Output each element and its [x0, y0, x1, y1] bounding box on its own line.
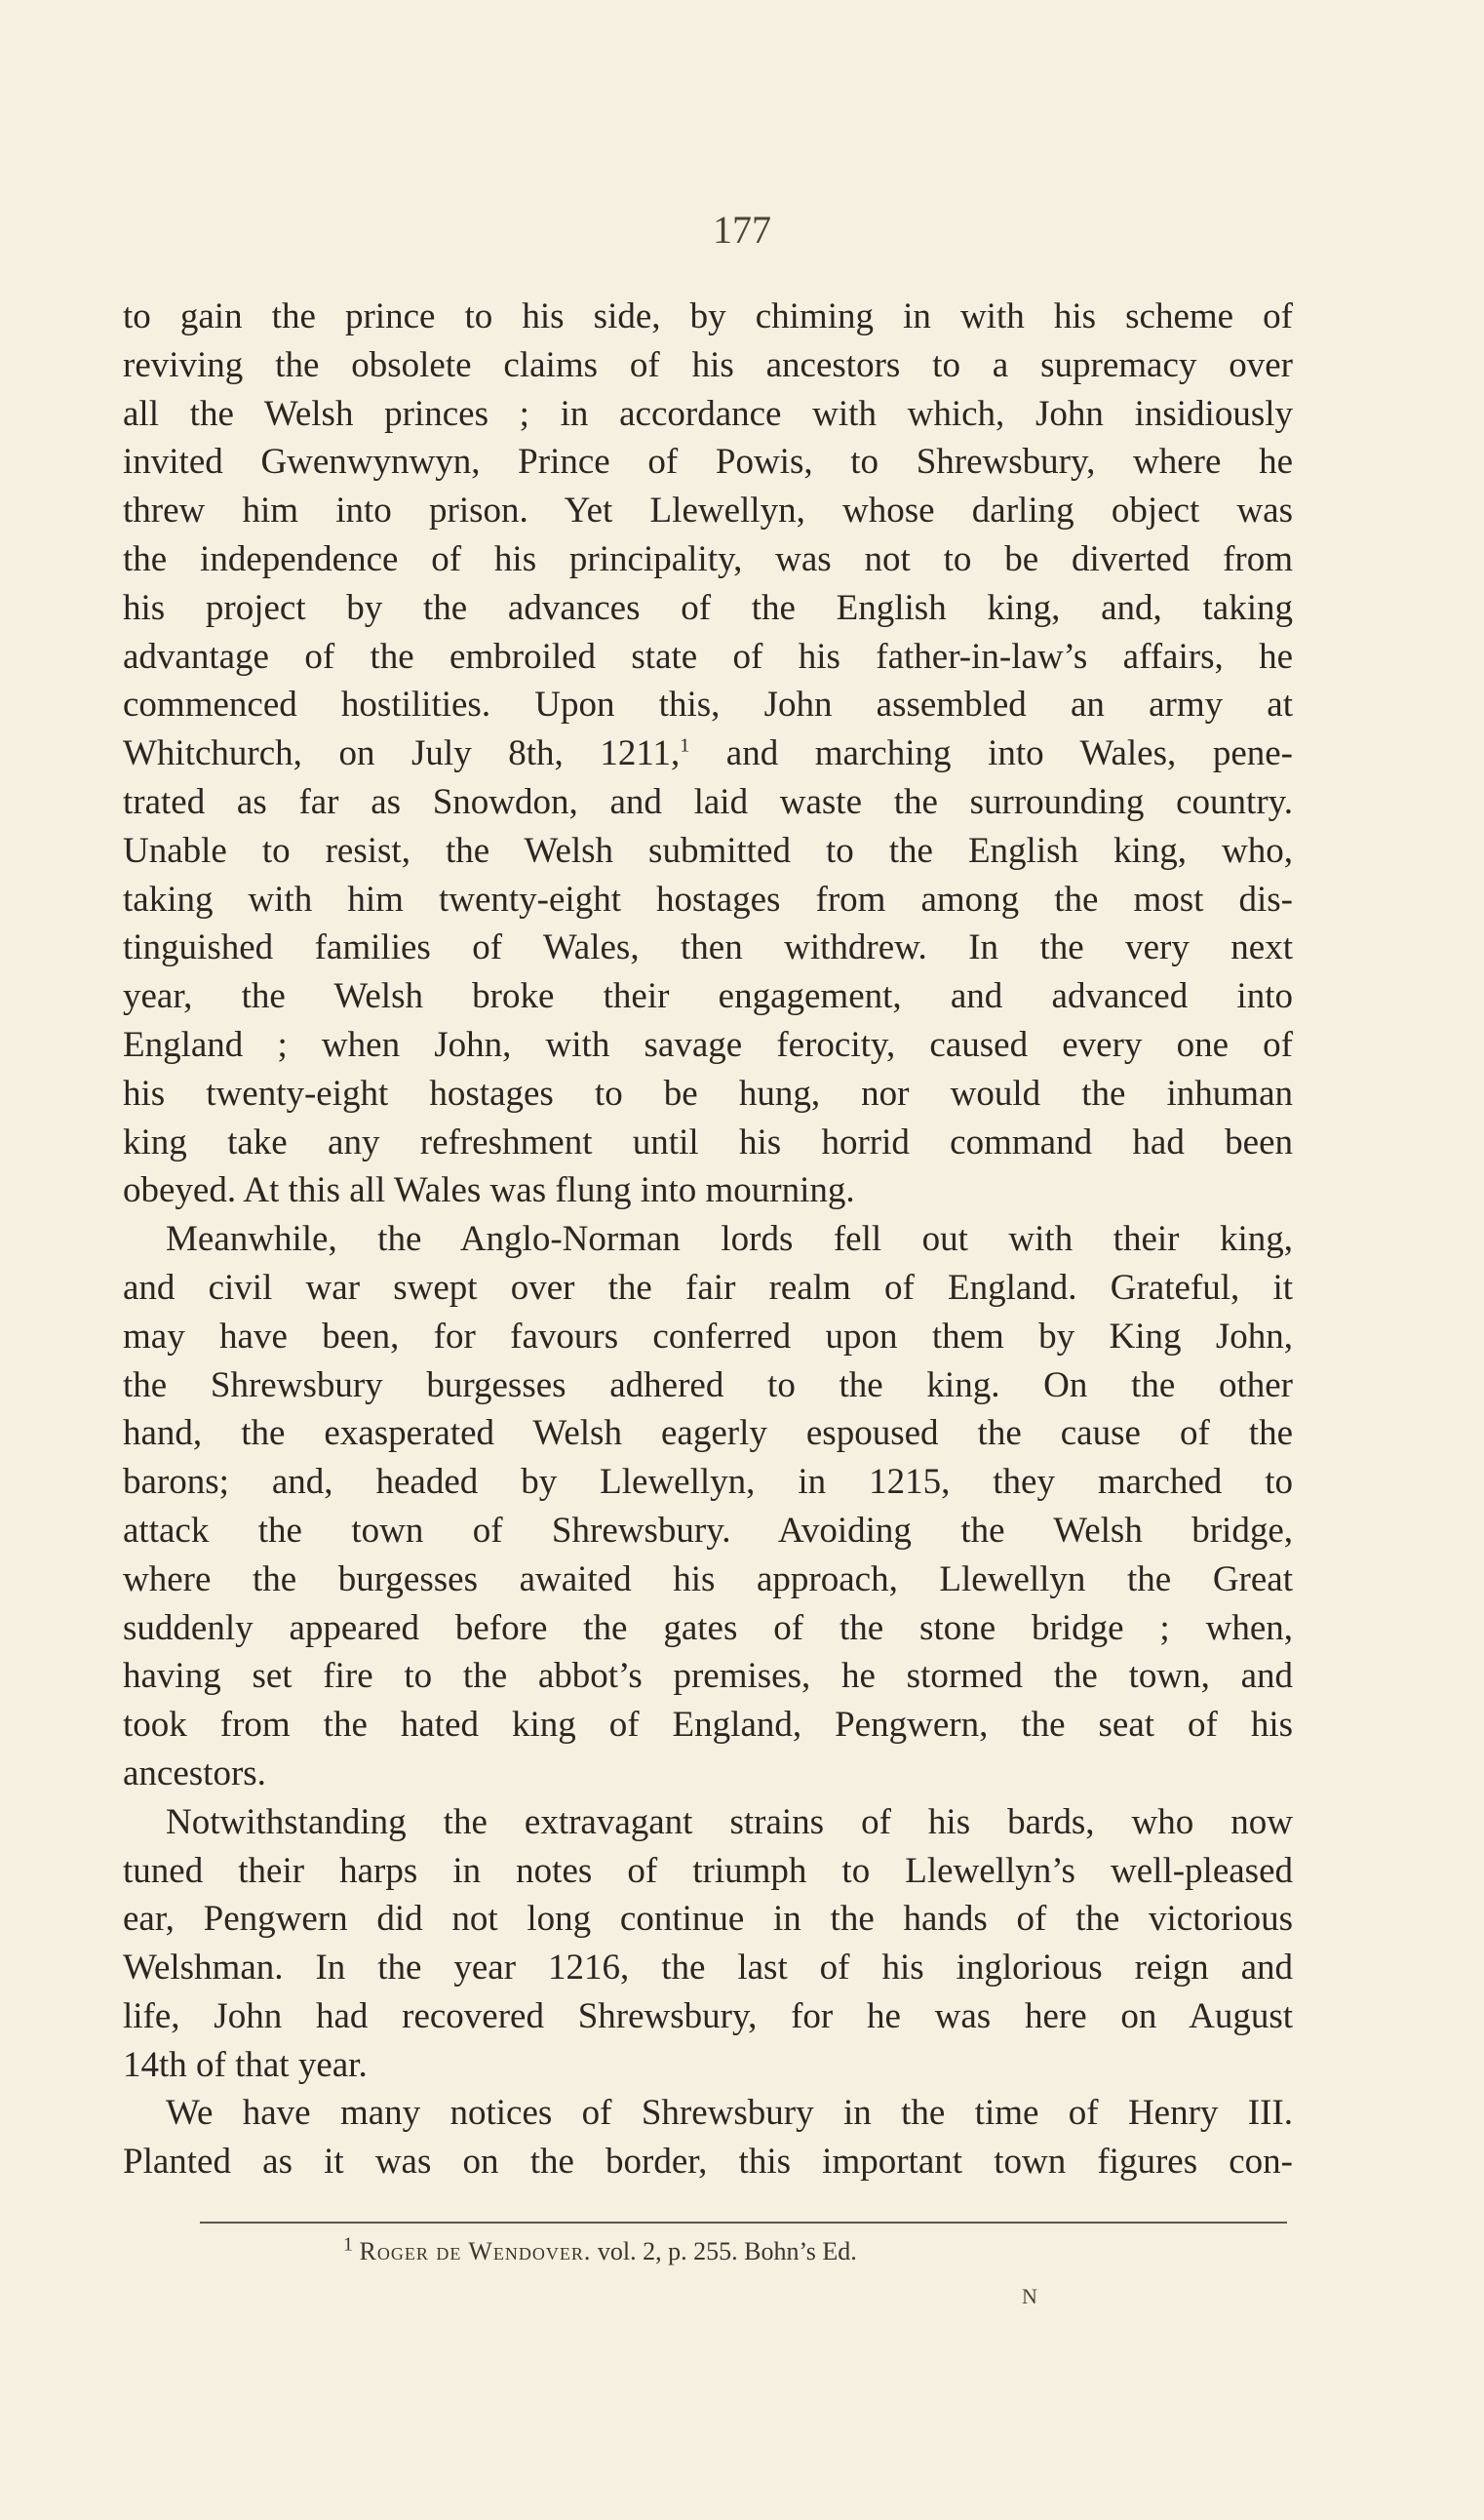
text-line: suddenly appeared before the gates of the stone bridge ; when, — [123, 1607, 1293, 1648]
text-line: advantage of the embroiled state of his father-in-law’s affairs, he — [123, 636, 1293, 677]
text-line: and civil war swept over the fair realm of England. Grateful, it — [123, 1267, 1293, 1308]
text-line: king take any refreshment until his horrid command had been — [123, 1122, 1293, 1162]
text-line: taking with him twenty-eight hostages from among the most dis- — [123, 879, 1293, 920]
text-line: to gain the prince to his side, by chiming in with his scheme of — [123, 296, 1293, 336]
text-line: Planted as it was on the border, this important town figures con- — [123, 2142, 1293, 2183]
text-line: having set fire to the abbot’s premises, he stormed the town, and — [123, 1656, 1293, 1697]
text-segment: and marching into Wales, pene- — [689, 733, 1293, 774]
signature-mark: N — [1022, 2284, 1037, 2308]
body-text — [123, 293, 1293, 2186]
text-line: Unable to resist, the Welsh submitted to the English king, who, — [123, 830, 1293, 871]
footnote-citation: vol. 2, p. 255. Bohn’s Ed. — [591, 2237, 857, 2265]
footnote-reference: 1 — [680, 734, 690, 757]
text-line: the independence of his principality, was not to be diverted from — [123, 538, 1293, 579]
text-line: the Shrewsbury burgesses adhered to the king. On the other — [123, 1364, 1293, 1405]
text-line: Meanwhile, the Anglo-Norman lords fell out with their king, — [166, 1219, 1293, 1260]
text-line: tinguished families of Wales, then withdrew. In the very next — [123, 927, 1293, 968]
text-line: ancestors. — [123, 1752, 266, 1793]
text-line-with-footnote-ref — [123, 729, 1293, 778]
text-line: Notwithstanding the extravagant strains of his bards, who now — [166, 1801, 1293, 1842]
text-line: England ; when John, with savage ferocity, caused every one of — [123, 1024, 1293, 1065]
footnote-marker: 1 — [343, 2233, 353, 2256]
text-line: We have many notices of Shrewsbury in the time of Henry III. — [166, 2093, 1293, 2134]
text-line: threw him into prison. Yet Llewellyn, whose darling object was — [123, 491, 1293, 532]
text-line: year, the Welsh broke their engagement, and advanced into — [123, 976, 1293, 1017]
text-line: invited Gwenwynwyn, Prince of Powis, to Shrewsbury, where he — [123, 442, 1293, 483]
text-line: tuned their harps in notes of triumph to Llewellyn’s well-pleased — [123, 1850, 1293, 1891]
text-line: took from the hated king of England, Pengwern, the seat of his — [123, 1705, 1293, 1746]
footnote-author: Roger de Wendover. — [359, 2237, 592, 2265]
text-line: 14th of that year. — [123, 2044, 368, 2085]
text-line: ear, Pengwern did not long continue in the hands of the victorious — [123, 1899, 1293, 1940]
text-line: Welshman. In the year 1216, the last of his inglorious reign and — [123, 1948, 1293, 1988]
text-line: barons; and, headed by Llewellyn, in 1215, they marched to — [123, 1462, 1293, 1503]
text-line: his twenty-eight hostages to be hung, nor would the inhuman — [123, 1073, 1293, 1114]
text-line: life, John had recovered Shrewsbury, for he was here on August — [123, 1995, 1293, 2036]
text-line: obeyed. At this all Wales was flung into mourning. — [123, 1170, 855, 1211]
text-line: attack the town of Shrewsbury. Avoiding the Welsh bridge, — [123, 1510, 1293, 1551]
text-line: commenced hostilities. Upon this, John assembled an army at — [123, 685, 1293, 726]
text-line: reviving the obsolete claims of his ancestors to a supremacy over — [123, 344, 1293, 385]
text-line: his project by the advances of the English king, and, taking — [123, 587, 1293, 628]
text-line: where the burgesses awaited his approach, Llewellyn the Great — [123, 1558, 1293, 1599]
text-line: trated as far as Snowdon, and laid waste the surrounding country. — [123, 781, 1293, 822]
page-number: 177 — [713, 208, 771, 252]
text-line: may have been, for favours conferred upon them by King John, — [123, 1316, 1293, 1357]
text-segment: Whitchurch, on July 8th, 1211, — [123, 733, 681, 774]
text-line: all the Welsh princes ; in accordance with which, John insidiously — [123, 393, 1293, 434]
footnote-divider — [200, 2222, 1287, 2224]
text-line: hand, the exasperated Welsh eagerly espoused the cause of the — [123, 1413, 1293, 1454]
footnote — [343, 2233, 1221, 2266]
